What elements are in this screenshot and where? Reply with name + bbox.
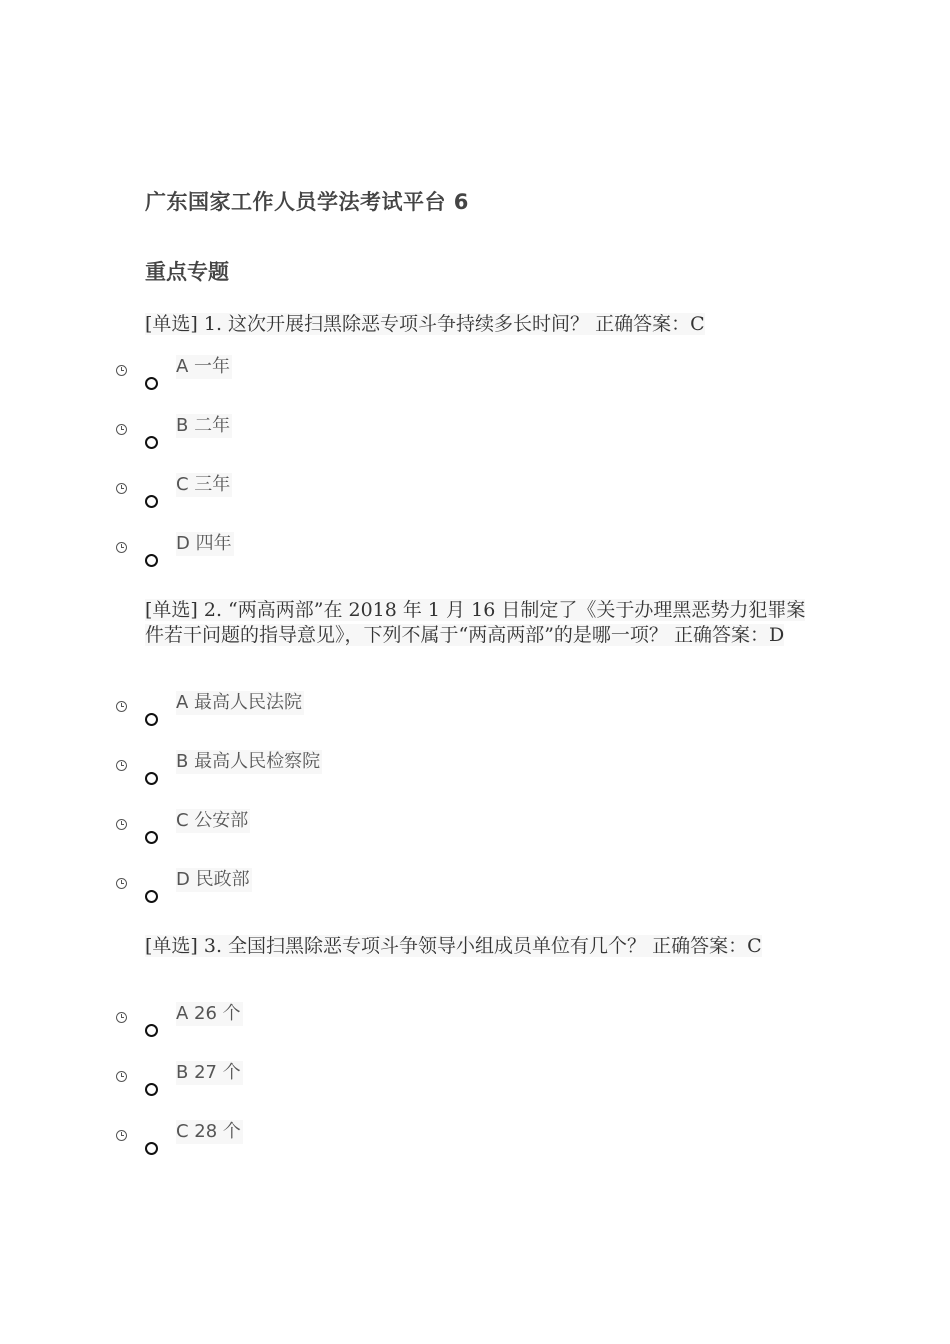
option-label: C 三年 bbox=[176, 474, 231, 495]
clock-icon bbox=[116, 542, 127, 553]
option-label: D 民政部 bbox=[176, 869, 250, 890]
option-row[interactable] bbox=[0, 533, 950, 602]
question-1 bbox=[145, 312, 810, 337]
radio-button[interactable] bbox=[145, 1083, 158, 1096]
option-row[interactable] bbox=[0, 474, 950, 543]
radio-button[interactable] bbox=[145, 890, 158, 903]
option-label: A 最高人民法院 bbox=[176, 692, 303, 713]
option-row[interactable] bbox=[0, 751, 950, 820]
option-label: D 四年 bbox=[176, 533, 232, 554]
option-label: A 一年 bbox=[176, 356, 231, 377]
radio-button[interactable] bbox=[145, 831, 158, 844]
clock-icon bbox=[116, 365, 127, 376]
radio-button[interactable] bbox=[145, 495, 158, 508]
radio-button[interactable] bbox=[145, 713, 158, 726]
option-label: C 公安部 bbox=[176, 810, 249, 831]
option-row[interactable] bbox=[0, 810, 950, 879]
option-row[interactable] bbox=[0, 415, 950, 484]
clock-icon bbox=[116, 1130, 127, 1141]
clock-icon bbox=[116, 760, 127, 771]
clock-icon bbox=[116, 878, 127, 889]
option-row[interactable] bbox=[0, 869, 950, 938]
question-2-text: [单选] 2. “两高两部”在 2018 年 1 月 16 日制定了《关于办理黑恶势力犯罪案件若干问题的指导意见》，下列不属于“两高两部”的是哪一项？ 正确答案：D bbox=[145, 599, 806, 646]
radio-button[interactable] bbox=[145, 1142, 158, 1155]
radio-button[interactable] bbox=[145, 772, 158, 785]
option-row[interactable] bbox=[0, 356, 950, 425]
radio-button[interactable] bbox=[145, 554, 158, 567]
clock-icon bbox=[116, 424, 127, 435]
question-3-text: [单选] 3. 全国扫黑除恶专项斗争领导小组成员单位有几个？ 正确答案：C bbox=[145, 935, 762, 957]
option-row[interactable] bbox=[0, 1062, 950, 1131]
option-row[interactable] bbox=[0, 1121, 950, 1190]
clock-icon bbox=[116, 1012, 127, 1023]
clock-icon bbox=[116, 701, 127, 712]
option-row[interactable] bbox=[0, 1003, 950, 1072]
clock-icon bbox=[116, 819, 127, 830]
option-label: A 26 个 bbox=[176, 1003, 241, 1024]
clock-icon bbox=[116, 1071, 127, 1082]
radio-button[interactable] bbox=[145, 1024, 158, 1037]
page-title: 广东国家工作人员学法考试平台 6 bbox=[145, 190, 469, 214]
option-label: C 28 个 bbox=[176, 1121, 241, 1142]
radio-button[interactable] bbox=[145, 436, 158, 449]
option-label: B 27 个 bbox=[176, 1062, 241, 1083]
option-label: B 最高人民检察院 bbox=[176, 751, 321, 772]
option-label: B 二年 bbox=[176, 415, 231, 436]
question-3 bbox=[145, 934, 810, 959]
clock-icon bbox=[116, 483, 127, 494]
radio-button[interactable] bbox=[145, 377, 158, 390]
question-1-text: [单选] 1. 这次开展扫黑除恶专项斗争持续多长时间？ 正确答案：C bbox=[145, 313, 705, 335]
section-title: 重点专题 bbox=[145, 260, 229, 284]
question-2 bbox=[145, 598, 810, 648]
option-row[interactable] bbox=[0, 692, 950, 761]
